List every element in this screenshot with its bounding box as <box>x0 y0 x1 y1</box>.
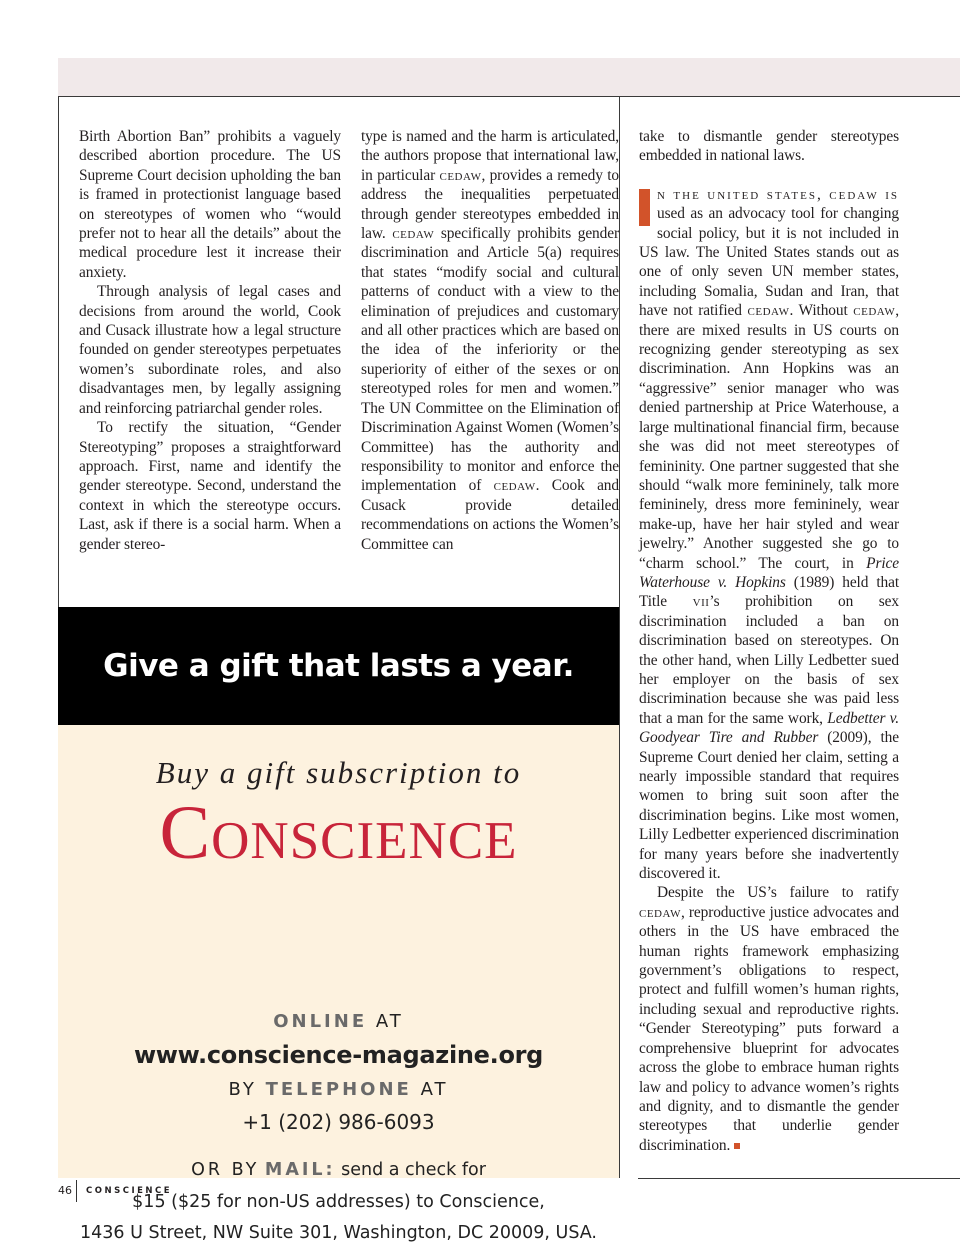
paragraph: type is named and the harm is articulated, the authors propose that international law, in particular cedaw, provides a remedy to address the inequalities perpetuated through gender stereotypes embedded in law. cedaw specifically prohibits gender discrimination and Article 5(a) requires that states “modify social and cultural patterns of conduct with a view to the elimination of prejudices and customary and all other practices which are based on the idea of the inferiority or the superiority of either of the sexes or on stereotyped roles for men and women.” The UN Committee on the Elimination of Discrimination Against Women (Women’s Committee) has the authority and responsibility to monitor and enforce the implementation of cedaw. Cook and Cusack provide detailed recommendations on actions the Women’s Committee can <box>361 128 619 553</box>
conscience-logo: Conscience <box>159 791 518 875</box>
cedaw-acronym: cedaw <box>747 302 790 320</box>
article-column-2 <box>361 127 619 554</box>
end-mark-icon <box>734 1143 740 1149</box>
lead-in-text: n the united states, cedaw is <box>657 185 899 203</box>
article-column-3 <box>639 127 899 1155</box>
ad-buy-text: Buy a gift subscription to <box>155 755 522 790</box>
ad-price-line: $15 ($25 for non-US addresses) to Conscience, <box>132 1192 545 1212</box>
ad-online-line: ONLINE AT <box>273 1011 404 1032</box>
ad-headline: Give a gift that lasts a year. <box>58 607 619 725</box>
paragraph: Despite the US’s failure to ratify cedaw, reproductive justice advocates and others in the US have embraced the human rights framework emphasizing government’s obligations to respect, protect and fulfill women’s human rights, including sexual and reproductive rights. “Gender Stereotyping” puts forward a comprehensive blueprint for advocates across the globe to embrace human rights law and policy to advance women’s rights and dignity, and to dismantle the gender stereotypes that underlie gender discrimination. <box>639 884 899 1154</box>
title-numeral: vii <box>692 593 710 611</box>
page-number: 46 <box>58 1184 72 1197</box>
frame-top-rule <box>58 96 960 97</box>
ad-telephone-line: BY TELEPHONE AT <box>228 1079 449 1100</box>
ad-address-line: 1436 U Street, NW Suite 301, Washington, DC 20009, USA. <box>80 1223 597 1243</box>
paragraph: Birth Abortion Ban” prohibits a vaguely described abortion procedure. The US Supreme Court decision upholding the ban is framed in protectionist language based on stereotypes of women who “would prefer not to hear all the details” about the medical procedure lest it increase their anxiety. <box>79 128 341 281</box>
cedaw-acronym: cedaw <box>493 477 536 495</box>
cedaw-acronym: cedaw <box>639 903 681 921</box>
section-lead-paragraph: n the united states, cedaw is used as an advocacy tool for changing social policy, but it is not included in US law. The United States stands out as one of only seven UN member states, including Somalia, Sudan and Iran, that have not ratified cedaw. Without cedaw, there are mixed results in US courts on recognizing gender stereotyping as sex discrimination. Ann Hopkins was an “aggressive” senior manager who was denied partnership at Price Waterhouse, a large multinational financial firm, because she was did not meet stereotypes of femininity. One partner suggested that she should “walk more femininely, talk more femininely, dress more femininely, wear make-up, have her hair styled and wear jewelry.” Another suggested she go to “charm school.” The court, in Price Waterhouse v. Hopkins (1989) held that Title vii’s prohibition on sex discrimination included a ban on discrimination based on stereotypes. On the other hand, when Lilly Ledbetter sued her employer on the basis of sex discrimination because she was paid less that a man for the same work, Ledbetter v. Goodyear Tire and Rubber (2009), the Supreme Court denied her claim, setting a nearly impossible standard that requires women to bring suit soon after the discrimination begins. Like most women, Lilly Ledbetter experienced discrimination for many years before she inadvertently discovered it. <box>639 185 900 883</box>
ad-website-link[interactable]: www.conscience-magazine.org <box>133 1041 544 1069</box>
paragraph: To rectify the situation, “Gender Stereotyping” proposes a straightforward approach. First, name and identify the gender stereotype. Second, understand the context in which the stereotype occurs. Last, ask if there is a social harm. When a gender stereo- <box>79 419 341 553</box>
magazine-name: CONSCIENCE <box>86 1186 173 1196</box>
footer-rule <box>638 1178 960 1179</box>
header-band <box>58 58 960 96</box>
column-rule <box>619 96 620 1178</box>
drop-cap-bar <box>639 189 650 226</box>
cedaw-acronym: cedaw <box>853 302 896 320</box>
cedaw-acronym: cedaw <box>439 166 482 184</box>
case-name: Price Waterhouse v. Hopkins <box>639 554 899 591</box>
paragraph: take to dismantle gender stereotypes embedded in national laws. <box>639 128 899 165</box>
cedaw-acronym: cedaw <box>392 225 435 243</box>
paragraph: Through analysis of legal cases and decisions from around the world, Cook and Cusack illustrate how a legal structure founded on gender stereotypes perpetuates women’s subordinate roles, and also disadvantages men, by legally assigning and reinforcing patriarchal gender roles. <box>79 283 341 417</box>
ad-mail-line: OR BY MAIL: send a check for <box>191 1160 486 1180</box>
article-column-1 <box>79 127 341 554</box>
case-name: Ledbetter v. Goodyear Tire and Rubber <box>639 709 899 747</box>
footer-divider <box>76 1180 77 1202</box>
ad-phone-number: +1 (202) 986-6093 <box>242 1110 435 1134</box>
